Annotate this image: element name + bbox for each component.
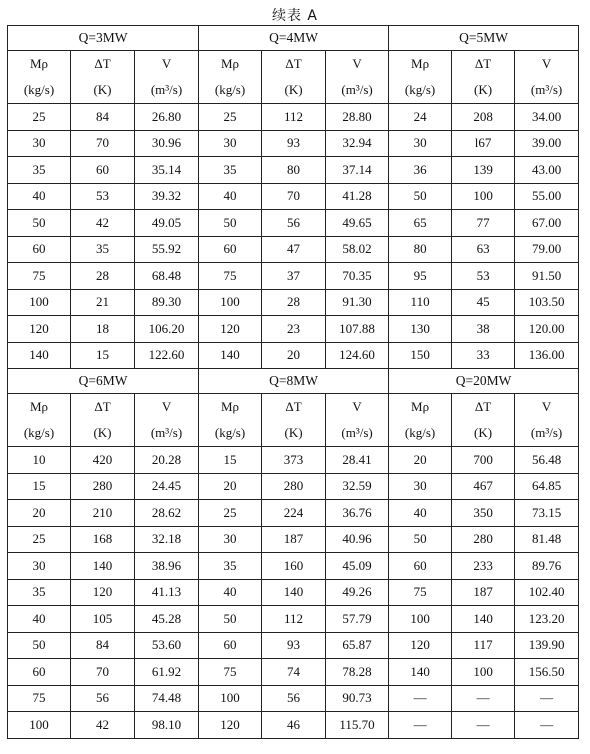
volume-flow-header — [326, 394, 389, 447]
table-row — [8, 210, 579, 237]
table-cell: 40 — [8, 606, 71, 633]
table-cell: 40.96 — [326, 526, 389, 553]
mass-flow-header — [199, 394, 262, 447]
table-cell: 57.79 — [326, 606, 389, 633]
temp-rise-header — [71, 51, 135, 104]
table-cell: 35 — [8, 157, 71, 184]
table-row — [8, 104, 579, 131]
column-unit: (m³/s) — [150, 425, 183, 440]
table-cell: 123.20 — [515, 606, 579, 633]
column-symbol: V — [352, 399, 362, 414]
table-cell: 28.80 — [326, 104, 389, 131]
table-cell: 30 — [389, 473, 452, 500]
table-cell: 233 — [452, 553, 515, 580]
table-cell: 156.50 — [515, 659, 579, 686]
table-cell: 30 — [8, 553, 71, 580]
table-cell: 25 — [8, 104, 71, 131]
table-cell: 50 — [199, 606, 262, 633]
table-cell: 140 — [389, 659, 452, 686]
volume-flow-header — [515, 394, 579, 447]
table-cell: 46 — [262, 712, 326, 739]
table-cell: 30 — [199, 130, 262, 157]
column-unit: (kg/s) — [214, 425, 246, 440]
table-cell: 38.96 — [135, 553, 199, 580]
temp-rise-header — [71, 394, 135, 447]
table-cell: 224 — [262, 500, 326, 527]
smoke-exhaust-table — [7, 25, 579, 739]
table-cell: 28 — [262, 289, 326, 316]
table-cell: 32.18 — [135, 526, 199, 553]
temp-rise-header — [452, 394, 515, 447]
mass-flow-header — [8, 394, 71, 447]
table-cell: 53 — [71, 183, 135, 210]
table-row — [8, 183, 579, 210]
table-cell: 49.26 — [326, 579, 389, 606]
table-cell: 74.48 — [135, 685, 199, 712]
mass-flow-header — [389, 394, 452, 447]
table-cell: 70 — [71, 130, 135, 157]
table-cell: 25 — [8, 526, 71, 553]
table-cell: 39.32 — [135, 183, 199, 210]
column-unit: (K) — [284, 82, 303, 97]
table-cell: 28.62 — [135, 500, 199, 527]
column-symbol: V — [352, 56, 362, 71]
table-cell: 26.80 — [135, 104, 199, 131]
table-row — [8, 553, 579, 580]
temp-rise-header — [452, 51, 515, 104]
table-row — [8, 473, 579, 500]
table-cell: 75 — [389, 579, 452, 606]
table-cell: 36.76 — [326, 500, 389, 527]
table-cell: 120 — [199, 712, 262, 739]
table-row — [8, 342, 579, 369]
table-cell: 100 — [452, 183, 515, 210]
table-cell: 56.48 — [515, 447, 579, 474]
table-cell: 56 — [71, 685, 135, 712]
table-cell: 70 — [262, 183, 326, 210]
table-cell: l67 — [452, 130, 515, 157]
table-cell: 80 — [262, 157, 326, 184]
table-cell: 75 — [199, 659, 262, 686]
table-title: 续表 A — [271, 8, 319, 24]
table-row — [8, 659, 579, 686]
heat-release-group-label: Q=4MW — [199, 26, 389, 51]
table-cell: 93 — [262, 130, 326, 157]
column-unit: (kg/s) — [214, 82, 246, 97]
table-cell: 30.96 — [135, 130, 199, 157]
heat-release-group-label: Q=8MW — [199, 369, 389, 394]
table-cell: 100 — [452, 659, 515, 686]
volume-flow-header — [135, 394, 199, 447]
table-cell: 84 — [71, 104, 135, 131]
volume-flow-header — [326, 51, 389, 104]
table-cell: 105 — [71, 606, 135, 633]
column-unit: (kg/s) — [404, 425, 436, 440]
group-header-row — [8, 369, 579, 394]
table-cell: 280 — [71, 473, 135, 500]
heat-release-group-label: Q=20MW — [389, 369, 579, 394]
table-cell: 53.60 — [135, 632, 199, 659]
table-row — [8, 447, 579, 474]
table-cell: 56 — [262, 210, 326, 237]
column-symbol: ΔT — [94, 399, 111, 414]
table-cell: 67.00 — [515, 210, 579, 237]
table-row — [8, 712, 579, 739]
column-symbol: ΔT — [94, 56, 111, 71]
table-cell: 28.41 — [326, 447, 389, 474]
table-cell: 41.28 — [326, 183, 389, 210]
table-cell: 30 — [389, 130, 452, 157]
mass-flow-header — [8, 51, 71, 104]
table-cell: 40 — [389, 500, 452, 527]
table-cell: 112 — [262, 104, 326, 131]
column-unit: (kg/s) — [404, 82, 436, 97]
table-cell: 700 — [452, 447, 515, 474]
table-cell: 47 — [262, 236, 326, 263]
table-cell: 140 — [452, 606, 515, 633]
mass-flow-header — [389, 51, 452, 104]
table-cell: 20.28 — [135, 447, 199, 474]
table-cell: 120 — [389, 632, 452, 659]
column-symbol: ΔT — [285, 399, 302, 414]
table-cell: 78.28 — [326, 659, 389, 686]
table-cell: 36 — [389, 157, 452, 184]
table-cell: — — [389, 685, 452, 712]
column-symbol: V — [161, 399, 172, 414]
table-cell: 106.20 — [135, 316, 199, 343]
table-cell: 50 — [389, 526, 452, 553]
table-cell: 23 — [262, 316, 326, 343]
table-cell: 65.87 — [326, 632, 389, 659]
table-cell: 91.50 — [515, 263, 579, 290]
table-cell: 42 — [71, 712, 135, 739]
table-cell: 75 — [199, 263, 262, 290]
table-cell: 467 — [452, 473, 515, 500]
table-cell: 90.73 — [326, 685, 389, 712]
table-row — [8, 500, 579, 527]
heat-release-group-label: Q=6MW — [8, 369, 199, 394]
table-cell: 139.90 — [515, 632, 579, 659]
table-cell: 60 — [8, 659, 71, 686]
table-cell: 136.00 — [515, 342, 579, 369]
table-cell: 55.00 — [515, 183, 579, 210]
table-cell: 56 — [262, 685, 326, 712]
column-symbol: ΔT — [285, 56, 302, 71]
table-cell: 60 — [199, 236, 262, 263]
table-cell: 25 — [199, 500, 262, 527]
table-cell: 20 — [199, 473, 262, 500]
table-cell: 79.00 — [515, 236, 579, 263]
table-cell: 140 — [71, 553, 135, 580]
table-cell: 37.14 — [326, 157, 389, 184]
group-header-row — [8, 26, 579, 51]
table-cell: 89.76 — [515, 553, 579, 580]
table-cell: 30 — [8, 130, 71, 157]
table-cell: 65 — [389, 210, 452, 237]
column-symbol: Mρ — [29, 56, 49, 71]
table-cell: 45.28 — [135, 606, 199, 633]
table-cell: — — [515, 712, 579, 739]
column-unit: (K) — [93, 82, 112, 97]
column-unit: (K) — [474, 82, 493, 97]
table-cell: 49.65 — [326, 210, 389, 237]
table-cell: 122.60 — [135, 342, 199, 369]
table-cell: 20 — [262, 342, 326, 369]
table-cell: 117 — [452, 632, 515, 659]
table-cell: 34.00 — [515, 104, 579, 131]
column-unit: (K) — [93, 425, 112, 440]
table-cell: 98.10 — [135, 712, 199, 739]
table-cell: 49.05 — [135, 210, 199, 237]
table-cell: 73.15 — [515, 500, 579, 527]
column-unit: (m³/s) — [530, 425, 563, 440]
table-cell: 70 — [71, 659, 135, 686]
table-cell: 32.94 — [326, 130, 389, 157]
table-row — [8, 632, 579, 659]
table-cell: 40 — [8, 183, 71, 210]
table-cell: 40 — [199, 183, 262, 210]
table-cell: 68.48 — [135, 263, 199, 290]
mass-flow-header — [199, 51, 262, 104]
table-cell: 140 — [262, 579, 326, 606]
table-cell: 15 — [71, 342, 135, 369]
table-cell: 120 — [71, 579, 135, 606]
column-unit: (m³/s) — [530, 82, 563, 97]
table-cell: 210 — [71, 500, 135, 527]
column-symbol: V — [541, 56, 552, 71]
table-cell: 100 — [8, 712, 71, 739]
temp-rise-header — [262, 51, 326, 104]
table-cell: 35.14 — [135, 157, 199, 184]
table-cell: 95 — [389, 263, 452, 290]
column-symbol: ΔT — [474, 399, 492, 414]
table-cell: 120 — [199, 316, 262, 343]
table-cell: 100 — [8, 289, 71, 316]
table-cell: 130 — [389, 316, 452, 343]
table-cell: — — [515, 685, 579, 712]
table-cell: 140 — [199, 342, 262, 369]
table-cell: 60 — [71, 157, 135, 184]
temp-rise-header — [262, 394, 326, 447]
column-unit: (K) — [284, 425, 303, 440]
column-header-row — [8, 394, 579, 447]
column-symbol: Mρ — [411, 399, 430, 414]
table-cell: 45.09 — [326, 553, 389, 580]
column-unit: (m³/s) — [341, 82, 373, 97]
table-row — [8, 685, 579, 712]
table-cell: 124.60 — [326, 342, 389, 369]
table-cell: 280 — [452, 526, 515, 553]
table-cell: 115.70 — [326, 712, 389, 739]
table-cell: 100 — [199, 289, 262, 316]
table-cell: 84 — [71, 632, 135, 659]
volume-flow-header — [515, 51, 579, 104]
table-row — [8, 606, 579, 633]
table-row — [8, 526, 579, 553]
table-cell: 110 — [389, 289, 452, 316]
table-cell: 150 — [389, 342, 452, 369]
table-cell: 420 — [71, 447, 135, 474]
column-symbol: Mρ — [411, 56, 430, 71]
column-unit: (m³/s) — [150, 82, 183, 97]
table-cell: 350 — [452, 500, 515, 527]
table-cell: 25 — [199, 104, 262, 131]
table-cell: 100 — [199, 685, 262, 712]
table-cell: — — [389, 712, 452, 739]
table-cell: 70.35 — [326, 263, 389, 290]
table-row — [8, 157, 579, 184]
table-cell: 107.88 — [326, 316, 389, 343]
table-cell: 187 — [452, 579, 515, 606]
table-cell: 103.50 — [515, 289, 579, 316]
table-cell: 42 — [71, 210, 135, 237]
column-symbol: Mρ — [29, 399, 49, 414]
table-cell: 50 — [199, 210, 262, 237]
table-cell: 37 — [262, 263, 326, 290]
table-cell: 63 — [452, 236, 515, 263]
table-cell: 40 — [199, 579, 262, 606]
table-cell: 60 — [8, 236, 71, 263]
table-cell: 30 — [199, 526, 262, 553]
table-cell: 208 — [452, 104, 515, 131]
column-symbol: V — [541, 399, 552, 414]
table-cell: 20 — [8, 500, 71, 527]
table-cell: 187 — [262, 526, 326, 553]
table-cell: 61.92 — [135, 659, 199, 686]
table-row — [8, 130, 579, 157]
column-unit: (m³/s) — [341, 425, 373, 440]
table-cell: 139 — [452, 157, 515, 184]
table-row — [8, 263, 579, 290]
table-cell: 168 — [71, 526, 135, 553]
table-cell: 18 — [71, 316, 135, 343]
table-cell: 120.00 — [515, 316, 579, 343]
table-cell: 280 — [262, 473, 326, 500]
table-cell: 75 — [8, 685, 71, 712]
table-cell: 35 — [199, 553, 262, 580]
column-unit: (kg/s) — [23, 82, 55, 97]
table-row — [8, 316, 579, 343]
table-cell: 102.40 — [515, 579, 579, 606]
table-cell: 35 — [71, 236, 135, 263]
table-cell: 75 — [8, 263, 71, 290]
table-cell: 15 — [199, 447, 262, 474]
table-cell: 43.00 — [515, 157, 579, 184]
table-cell: 24 — [389, 104, 452, 131]
table-cell: 140 — [8, 342, 71, 369]
table-cell: 77 — [452, 210, 515, 237]
table-cell: 80 — [389, 236, 452, 263]
table-cell: 91.30 — [326, 289, 389, 316]
heat-release-group-label: Q=5MW — [389, 26, 579, 51]
table-cell: 32.59 — [326, 473, 389, 500]
table-cell: 373 — [262, 447, 326, 474]
table-cell: 120 — [8, 316, 71, 343]
table-body — [8, 26, 579, 739]
table-row — [8, 236, 579, 263]
table-cell: 93 — [262, 632, 326, 659]
table-cell: 35 — [199, 157, 262, 184]
column-symbol: ΔT — [474, 56, 492, 71]
table-cell: 41.13 — [135, 579, 199, 606]
table-cell: 50 — [8, 632, 71, 659]
table-row — [8, 579, 579, 606]
table-cell: — — [452, 712, 515, 739]
table-cell: 21 — [71, 289, 135, 316]
table-cell: 53 — [452, 263, 515, 290]
table-cell: 100 — [389, 606, 452, 633]
table-cell: 74 — [262, 659, 326, 686]
heat-release-group-label: Q=3MW — [8, 26, 199, 51]
table-cell: 64.85 — [515, 473, 579, 500]
table-cell: 89.30 — [135, 289, 199, 316]
table-cell: 81.48 — [515, 526, 579, 553]
table-cell: 50 — [8, 210, 71, 237]
column-unit: (K) — [474, 425, 493, 440]
table-cell: 33 — [452, 342, 515, 369]
table-cell: 45 — [452, 289, 515, 316]
column-symbol: V — [161, 56, 172, 71]
table-cell: 60 — [199, 632, 262, 659]
table-cell: 112 — [262, 606, 326, 633]
column-header-row — [8, 51, 579, 104]
table-cell: 24.45 — [135, 473, 199, 500]
table-cell: 35 — [8, 579, 71, 606]
table-cell: 28 — [71, 263, 135, 290]
table-row — [8, 289, 579, 316]
table-cell: 15 — [8, 473, 71, 500]
column-symbol: Mρ — [221, 56, 240, 71]
table-cell: 50 — [389, 183, 452, 210]
column-symbol: Mρ — [221, 399, 240, 414]
table-cell: 20 — [389, 447, 452, 474]
table-cell: 39.00 — [515, 130, 579, 157]
table-cell: 58.02 — [326, 236, 389, 263]
table-cell: 60 — [389, 553, 452, 580]
volume-flow-header — [135, 51, 199, 104]
table-cell: 55.92 — [135, 236, 199, 263]
table-cell: 38 — [452, 316, 515, 343]
table-cell: 160 — [262, 553, 326, 580]
table-cell: 10 — [8, 447, 71, 474]
table-cell: — — [452, 685, 515, 712]
column-unit: (kg/s) — [23, 425, 55, 440]
